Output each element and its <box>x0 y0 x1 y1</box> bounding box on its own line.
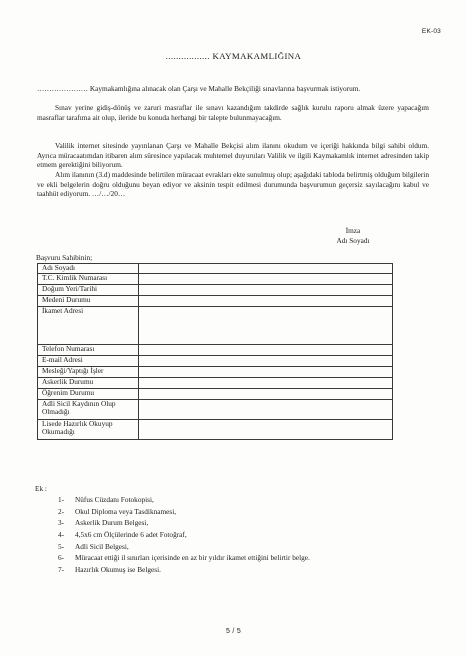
row-label: Askerlik Durumu <box>38 378 139 389</box>
table-row <box>38 420 393 440</box>
page-number: 5 / 5 <box>225 628 242 635</box>
value-cell[interactable] <box>139 420 393 440</box>
paragraph-application: ………………… Kaymakamlığına alınacak olan Çarşı ve Mahalle Bekçiliği sınavlarına başvurmak istiyorum. <box>37 84 361 93</box>
paragraph-expenses: Sınav yerine gidiş-dönüş ve zaruri masraflar ile sınavı kazandığım takdirde sağlık kurulu raporu almak üzere yapacağım masraflar tarafıma ait olup, ileride bu konuda herhangi bir talepte bulunmayacağım. <box>37 103 429 122</box>
item-number: 5- <box>58 541 65 551</box>
table-row <box>38 378 393 389</box>
name-surname-label: Adı Soyadı <box>336 236 370 245</box>
table-row <box>38 345 393 356</box>
row-label: Telefon Numarası <box>38 345 139 356</box>
value-cell[interactable] <box>139 264 393 274</box>
list-item <box>58 529 310 541</box>
item-number: 7- <box>58 565 65 575</box>
item-text: Nüfus Cüzdanı Fotokopisi, <box>75 495 154 504</box>
item-text: Müracaat ettiği il sınırları içerisinde en az bir yıldır ikamet ettiğini belirtir belge. <box>75 553 310 563</box>
enclosures-list <box>58 494 310 576</box>
value-cell[interactable] <box>139 345 393 356</box>
table-row <box>38 285 393 296</box>
item-text: Askerlik Durum Belgesi, <box>75 518 149 528</box>
table-row <box>38 367 393 378</box>
table-row <box>38 400 393 420</box>
row-label: Adli Sicil Kaydının Olup Olmadığı <box>38 400 139 420</box>
item-number: 6- <box>58 553 65 563</box>
document-code: EK-03 <box>421 28 441 35</box>
list-item <box>58 564 310 576</box>
item-number: 2- <box>58 506 65 516</box>
item-number: 3- <box>58 518 65 528</box>
table-row <box>38 307 393 345</box>
table-row <box>38 296 393 307</box>
list-item <box>58 506 310 518</box>
row-label: Adı Soyadı <box>38 264 139 274</box>
list-item <box>58 541 310 553</box>
paragraph-declaration: Alım ilanının (3.d) maddesinde belirtilen müracaat evrakları ekte sunulmuş olup; aşağıdaki tabloda belirtmiş olduğum bilgilerin ve ekli belgelerin doğru olduğunu beyan ediyor ve aksinin tespit edilmesi durumunda başvurumun geçersiz sayılacağını kabul ve taahhüt ediyorum. …/…/20… <box>37 170 429 199</box>
value-cell[interactable] <box>139 356 393 367</box>
applicant-heading: Başvuru Sahibinin; <box>36 253 93 262</box>
item-text: Okul Diploma veya Tasdiknamesi, <box>75 506 177 516</box>
table-row <box>38 274 393 285</box>
enclosures-label: Ek : <box>35 484 47 493</box>
list-item <box>58 517 310 529</box>
row-label: Medeni Durumu <box>38 296 139 307</box>
row-label: Öğrenim Durumu <box>38 389 139 400</box>
value-cell[interactable] <box>139 378 393 389</box>
table-row <box>38 356 393 367</box>
value-cell[interactable] <box>139 367 393 378</box>
item-number: 1- <box>58 495 65 504</box>
value-cell[interactable] <box>139 307 393 345</box>
signature-label: İmza <box>345 226 361 235</box>
signature-block <box>318 226 388 246</box>
value-cell[interactable] <box>139 296 393 307</box>
row-label: Doğum Yeri/Tarihi <box>38 285 139 296</box>
list-item <box>58 494 310 506</box>
document-title: ................. KAYMAKAMLIĞINA <box>165 51 302 61</box>
value-cell[interactable] <box>139 400 393 420</box>
item-number: 4- <box>58 530 65 540</box>
list-item <box>58 552 310 564</box>
table-row <box>38 264 393 274</box>
item-text: 4,5x6 cm Ölçülerinde 6 adet Fotoğraf, <box>75 530 187 540</box>
item-text: Hazırlık Okumuş ise Belgesi. <box>75 565 161 575</box>
value-cell[interactable] <box>139 285 393 296</box>
paragraph-announcement: Valilik internet sitesinde yayınlanan Çarşı ve Mahalle Bekçisi alım ilanını okudum ve içeriği hakkında bilgi sahibi oldum. Ayrıca müracaatımdan itibaren alım süresince yapılacak muhtemel duyuruları Valilik ve ilgili Kaymakamlık internet adresinden takip etmem gerektiğini biliyorum. <box>37 141 429 170</box>
applicant-info-table <box>37 263 393 440</box>
row-label: E-mail Adresi <box>38 356 139 367</box>
value-cell[interactable] <box>139 274 393 285</box>
row-label: T.C. Kimlik Numarası <box>38 274 139 285</box>
row-label: Mesleği/Yaptığı İşler <box>38 367 139 378</box>
item-text: Adli Sicil Belgesi, <box>75 541 129 551</box>
row-label: İkamet Adresi <box>38 307 139 345</box>
row-label: Lisede Hazırlık Okuyup Okumadığı <box>38 420 139 440</box>
value-cell[interactable] <box>139 389 393 400</box>
table-row <box>38 389 393 400</box>
